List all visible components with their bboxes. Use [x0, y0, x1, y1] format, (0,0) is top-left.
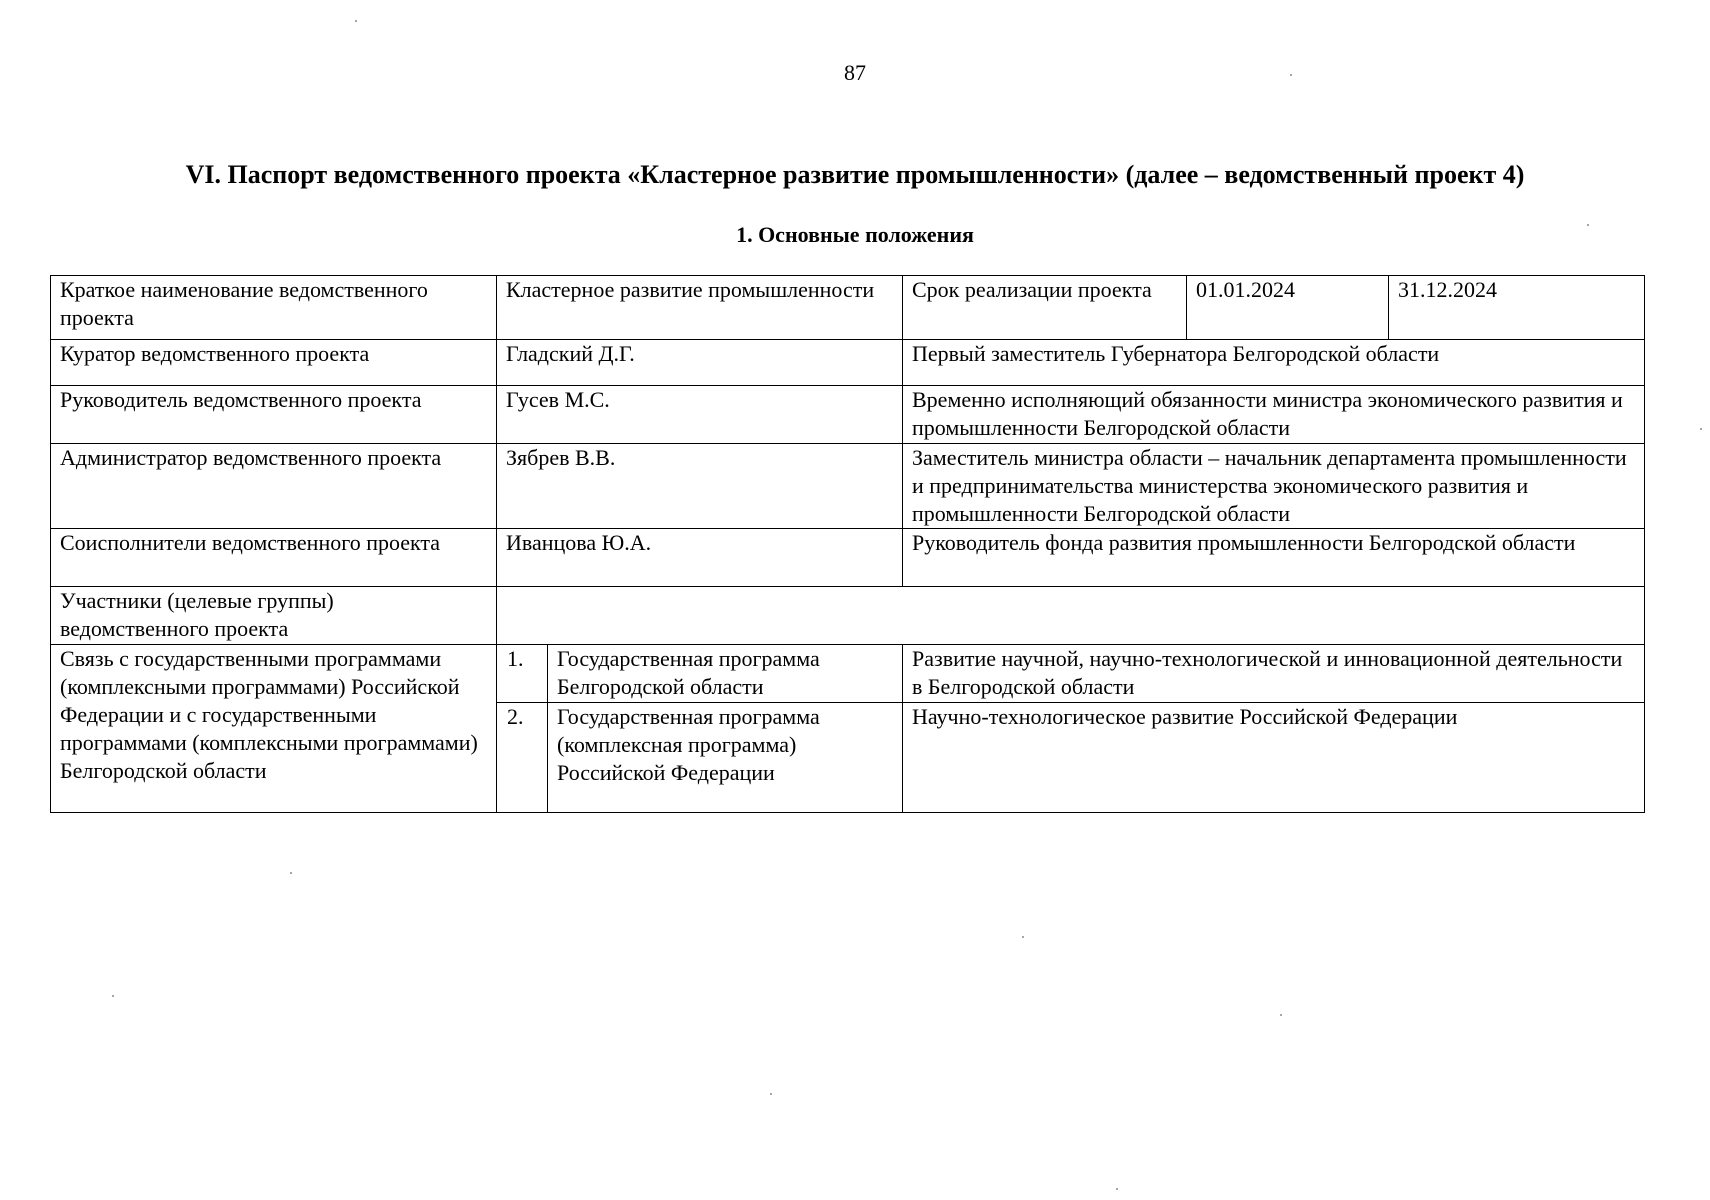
table-row: [51, 587, 1645, 645]
program-number: 1.: [497, 645, 548, 703]
admin-label: Администратор ведомственного проекта: [51, 444, 497, 529]
program-number: 2.: [497, 703, 548, 813]
program-type: Государственная программа (комплексная программа) Российской Федерации: [548, 703, 903, 813]
period-start: 01.01.2024: [1187, 276, 1389, 340]
head-name: Гусев М.С.: [497, 386, 903, 444]
scan-speck: [1587, 224, 1589, 226]
scan-speck: [1700, 428, 1702, 430]
table-row: [51, 340, 1645, 386]
curator-name: Гладский Д.Г.: [497, 340, 903, 386]
admin-position: Заместитель министра области – начальник департамента промышленности и предпринимательства министерства экономического развития и промышленности Белгородской области: [903, 444, 1645, 529]
scan-speck: [355, 20, 357, 22]
participants-value: [497, 587, 1645, 645]
scan-speck: [1290, 74, 1292, 76]
program-name: Развитие научной, научно-технологической и инновационной деятельности в Белгородской области: [903, 645, 1645, 703]
programs-label: Связь с государственными программами (комплексными программами) Российской Федерации и с государственными программами (комплексными программами) Белгородской области: [51, 645, 497, 813]
scan-speck: [112, 995, 114, 997]
table-row: [51, 444, 1645, 529]
table-row: [51, 645, 1645, 703]
document-title: VI. Паспорт ведомственного проекта «Кластерное развитие промышленности» (далее – ведомственный проект 4): [185, 160, 1525, 189]
scan-speck: [770, 1093, 772, 1095]
curator-label: Куратор ведомственного проекта: [51, 340, 497, 386]
short-name-label: Краткое наименование ведомственного проекта: [51, 276, 497, 340]
section-title: 1. Основные положения: [736, 222, 974, 247]
head-label: Руководитель ведомственного проекта: [51, 386, 497, 444]
scan-speck: [290, 872, 292, 874]
period-end: 31.12.2024: [1389, 276, 1645, 340]
table-row: [51, 529, 1645, 587]
admin-name: Зябрев В.В.: [497, 444, 903, 529]
page-number: 87: [844, 60, 866, 85]
curator-position: Первый заместитель Губернатора Белгородской области: [903, 340, 1645, 386]
table-row: [51, 276, 1645, 340]
program-name: Научно-технологическое развитие Российской Федерации: [903, 703, 1645, 813]
coexec-label: Соисполнители ведомственного проекта: [51, 529, 497, 587]
period-label: Срок реализации проекта: [903, 276, 1187, 340]
scan-speck: [1022, 936, 1024, 938]
project-passport-table: [50, 275, 1645, 813]
scan-speck: [1116, 1188, 1118, 1190]
table-row: [51, 386, 1645, 444]
participants-label: Участники (целевые группы) ведомственного проекта: [51, 587, 497, 645]
program-type: Государственная программа Белгородской области: [548, 645, 903, 703]
head-position: Временно исполняющий обязанности министра экономического развития и промышленности Белгородской области: [903, 386, 1645, 444]
coexec-position: Руководитель фонда развития промышленности Белгородской области: [903, 529, 1645, 587]
short-name-value: Кластерное развитие промышленности: [497, 276, 903, 340]
coexec-name: Иванцова Ю.А.: [497, 529, 903, 587]
scan-speck: [1280, 1014, 1282, 1016]
